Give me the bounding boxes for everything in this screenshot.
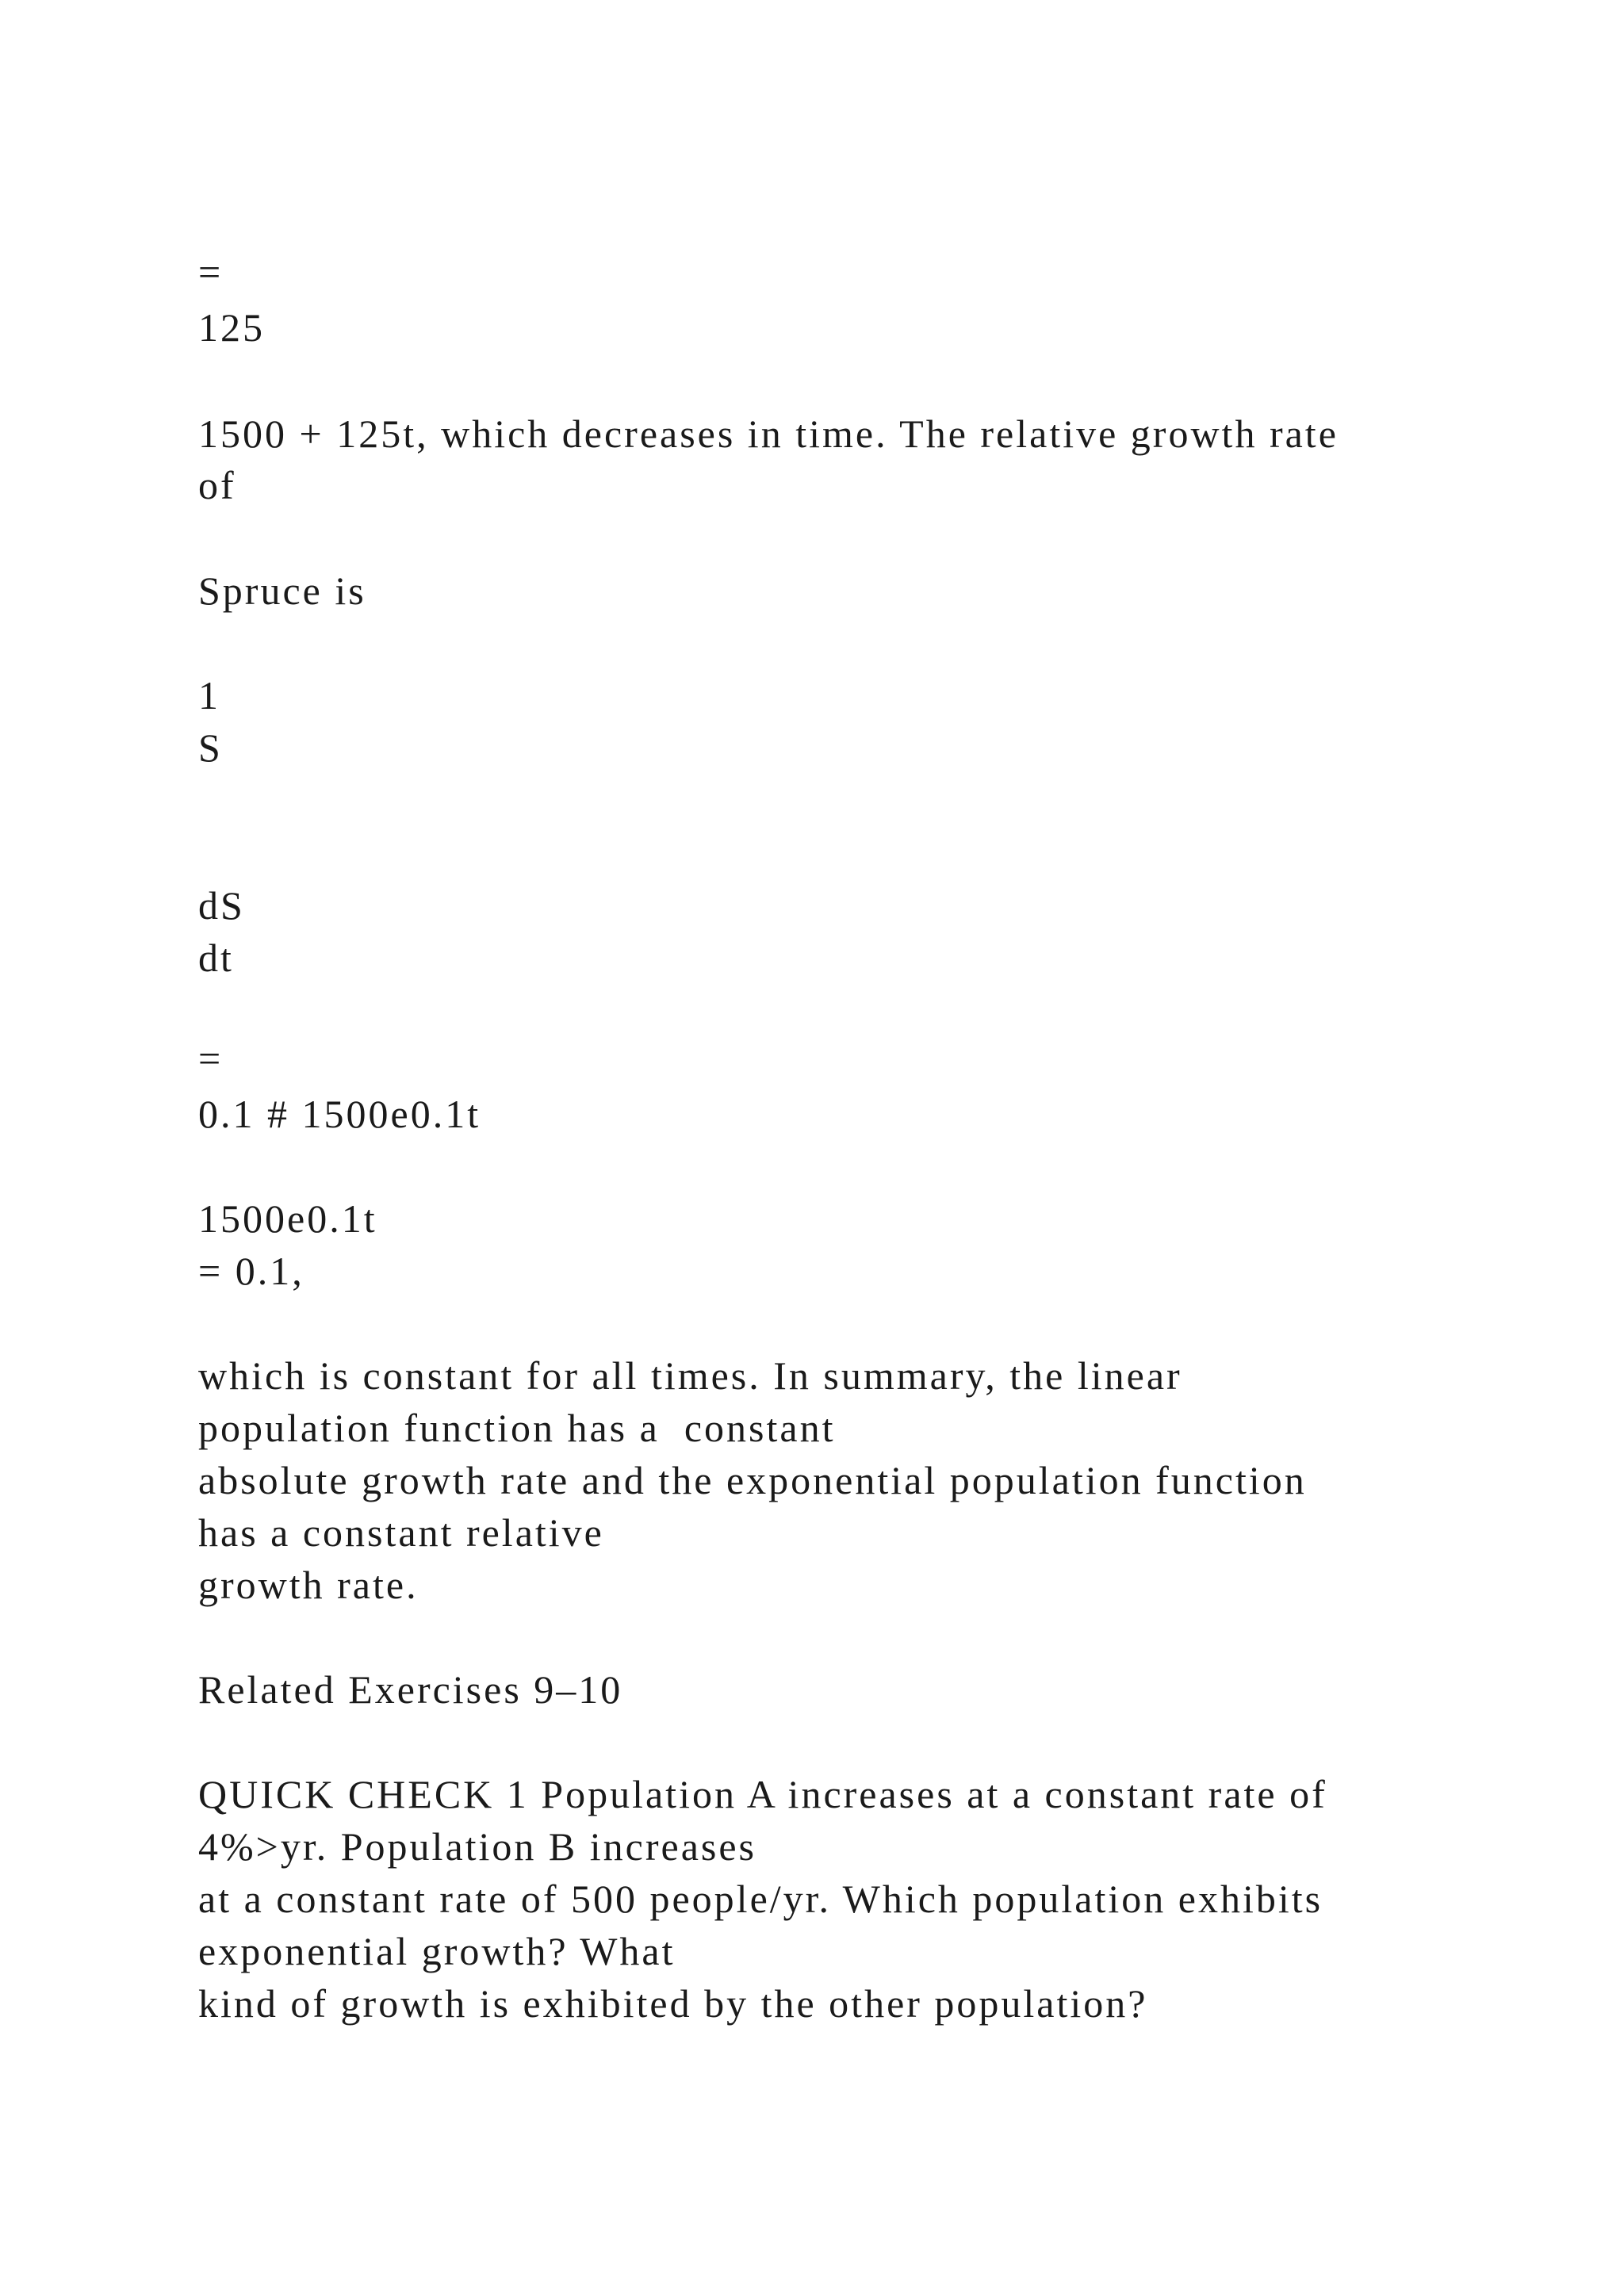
text-line: =: [198, 1036, 224, 1081]
text-line: 125: [198, 305, 265, 350]
text-line: S: [198, 725, 223, 770]
text-line: =: [198, 250, 224, 294]
text-line: absolute growth rate and the exponential population function: [198, 1458, 1307, 1502]
text-line: 0.1 # 1500e0.1t: [198, 1092, 481, 1136]
text-line: Spruce is: [198, 568, 366, 613]
text-line: QUICK CHECK 1 Population A increases at a constant rate of: [198, 1772, 1327, 1816]
text-line: 1: [198, 673, 220, 718]
text-line: Related Exercises 9–10: [198, 1667, 623, 1712]
text-line: = 0.1,: [198, 1249, 304, 1293]
text-line: growth rate.: [198, 1563, 419, 1607]
text-line: dt: [198, 936, 234, 980]
text-line: of: [198, 463, 236, 507]
text-line: 1500 + 125t, which decreases in time. The relative growth rate: [198, 411, 1339, 456]
text-line: kind of growth is exhibited by the other population?: [198, 1981, 1148, 2026]
text-line: exponential growth? What: [198, 1929, 676, 1973]
text-line: population function has a constant: [198, 1406, 836, 1450]
text-line: 4%>yr. Population B increases: [198, 1824, 756, 1869]
text-line: which is constant for all times. In summary, the linear: [198, 1353, 1182, 1398]
text-line: 1500e0.1t: [198, 1196, 377, 1241]
text-line: at a constant rate of 500 people/yr. Which population exhibits: [198, 1877, 1323, 1921]
text-line: has a constant relative: [198, 1510, 604, 1555]
text-line: dS: [198, 883, 245, 928]
